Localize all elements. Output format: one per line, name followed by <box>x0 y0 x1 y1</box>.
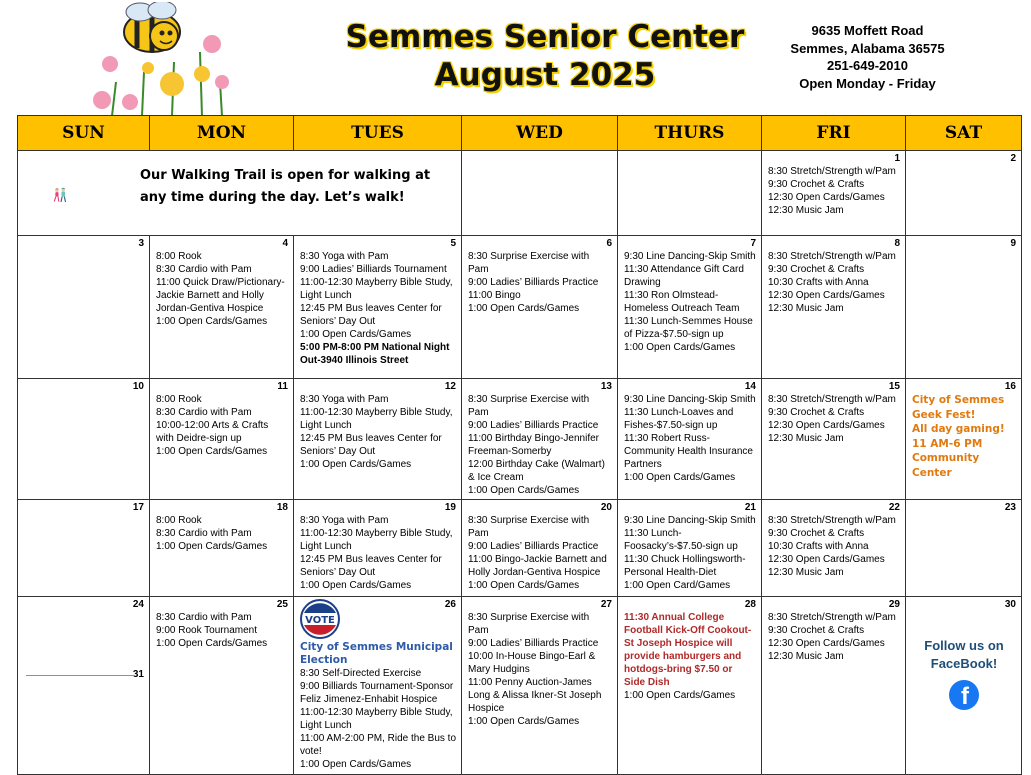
event: 9:30 Crochet & Crafts <box>768 264 865 275</box>
day-cell <box>618 597 762 775</box>
weekday-wed: WED <box>462 116 618 151</box>
day-cell <box>906 151 1022 236</box>
day-cell <box>18 236 150 379</box>
cookout-event: 11:30 Annual College Football Kick-Off Cookout-St Joseph Hospice will provide hamburgers and hotdogs-bring $7.50 or Side Dish <box>624 612 752 688</box>
event: 12:30 Music Jam <box>768 651 844 662</box>
day-cell <box>618 500 762 597</box>
day-cell <box>462 379 618 500</box>
day-number: 4 <box>282 238 288 249</box>
event: 12:30 Music Jam <box>768 303 844 314</box>
weekday-header-row <box>18 116 1022 151</box>
event: 12:30 Open Cards/Games <box>768 192 885 203</box>
yellow-flowers <box>142 62 210 96</box>
day-number: 30 <box>1004 599 1016 610</box>
day-number: 1 <box>894 153 900 164</box>
event: 8:30 Stretch/Strength w/Pam <box>768 251 896 262</box>
weekday-sun: SUN <box>18 116 150 151</box>
event: 11:30 Chuck Hollingsworth-Personal Health-Diet <box>624 554 746 578</box>
vote-badge-text: VOTE <box>305 615 335 626</box>
event: 8:30 Stretch/Strength w/Pam <box>768 394 896 405</box>
event: 8:30 Surprise Exercise with Pam <box>468 251 590 275</box>
hours-line: Open Monday - Friday <box>799 75 936 91</box>
banner-line: any time during the day. Let’s walk! <box>140 190 405 205</box>
day-number: 27 <box>600 599 612 610</box>
event: 9:30 Crochet & Crafts <box>768 625 865 636</box>
day-cell <box>462 500 618 597</box>
weekday-thu: THURS <box>618 116 762 151</box>
geek-fest-line: 11 AM-6 PM Community Center <box>912 437 983 479</box>
divider <box>26 675 135 676</box>
day-cell <box>906 236 1022 379</box>
event: 9:00 Ladies’ Billiards Practice <box>468 638 599 649</box>
walking-trail-banner <box>140 165 440 209</box>
day-cell <box>762 500 906 597</box>
event: 12:30 Open Cards/Games <box>768 638 885 649</box>
event: 1:00 Open Cards/Games <box>156 541 268 552</box>
day-number: 10 <box>132 381 144 392</box>
day-cell <box>618 236 762 379</box>
event: 1:00 Open Cards/Games <box>300 759 412 770</box>
facebook-icon[interactable] <box>948 679 980 711</box>
day-cell <box>294 597 462 775</box>
event: 1:00 Open Cards/Games <box>468 485 580 496</box>
day-cell-empty <box>462 151 618 236</box>
event: 11:00 Bingo-Jackie Barnett and Holly Jordan-Gentiva Hospice <box>468 554 607 578</box>
event: 1:00 Open Cards/Games <box>156 316 268 327</box>
day-cell <box>462 236 618 379</box>
day-cell <box>906 597 1022 775</box>
event: 9:00 Rook Tournament <box>156 625 257 636</box>
event: 11:30 Lunch-Loaves and Fishes-$7.50-sign up <box>624 407 734 431</box>
geek-fest-line: City of Semmes Geek Fest! <box>912 394 1005 421</box>
day-cell-empty <box>618 151 762 236</box>
event: 10:00 In-House Bingo-Earl & Mary Hudgins <box>468 651 596 675</box>
event: 10:30 Crafts with Anna <box>768 277 869 288</box>
day-cell <box>150 236 294 379</box>
day-cell <box>150 597 294 775</box>
banner-line: Our Walking Trail is open for walking at <box>140 168 431 183</box>
day-number: 21 <box>744 502 756 513</box>
week-row <box>18 597 1022 775</box>
day-cell <box>762 597 906 775</box>
day-number: 8 <box>894 238 900 249</box>
event: 10:30 Crafts with Anna <box>768 541 869 552</box>
day-number: 6 <box>606 238 612 249</box>
day-cell <box>462 597 618 775</box>
phone-line: 251-649-2010 <box>827 58 908 73</box>
day-number: 24 <box>132 599 144 610</box>
event: 8:30 Surprise Exercise with Pam <box>468 612 590 636</box>
event: 8:30 Cardio with Pam <box>156 612 252 623</box>
day-number: 11 <box>277 381 288 392</box>
event: 1:00 Open Cards/Games <box>624 690 736 701</box>
event: 8:30 Yoga with Pam <box>300 394 389 405</box>
event: 1:00 Open Cards/Games <box>156 446 268 457</box>
day-number: 12 <box>444 381 456 392</box>
event: 9:00 Ladies’ Billiards Practice <box>468 541 599 552</box>
day-cell <box>18 500 150 597</box>
day-cell <box>294 236 462 379</box>
event-highlight: 5:00 PM-8:00 PM National Night Out-3940 Illinois Street <box>300 342 450 366</box>
page-title <box>335 18 755 94</box>
event: 8:30 Stretch/Strength w/Pam <box>768 515 896 526</box>
event: 1:00 Open Cards/Games <box>156 638 268 649</box>
weekday-fri: FRI <box>762 116 906 151</box>
day-cell <box>150 379 294 500</box>
event: 1:00 Open Cards/Games <box>300 580 412 591</box>
event: 1:00 Open Card/Games <box>624 580 731 591</box>
event: 11:30 Lunch-Foosacky’s-$7.50-sign up <box>624 528 738 552</box>
event: 8:30 Self-Directed Exercise <box>300 668 422 679</box>
day-number: 22 <box>888 502 900 513</box>
election-highlight: City of Semmes Municipal Election <box>300 641 453 666</box>
event: 1:00 Open Cards/Games <box>624 342 736 353</box>
day-number: 23 <box>1004 502 1016 513</box>
weekday-tue: TUES <box>294 116 462 151</box>
day-number: 17 <box>132 502 144 513</box>
day-cell <box>762 236 906 379</box>
title-line1: Semmes Senior Center <box>345 19 745 55</box>
day-number: 3 <box>138 238 144 249</box>
day-number: 2 <box>1010 153 1016 164</box>
event: 8:30 Cardio with Pam <box>156 407 252 418</box>
walking-man-icon <box>61 188 66 202</box>
event: 11:00-12:30 Mayberry Bible Study, Light Lunch <box>300 407 453 431</box>
day-cell <box>618 379 762 500</box>
event: 11:00-12:30 Mayberry Bible Study, Light Lunch <box>300 707 453 731</box>
event: 1:00 Open Cards/Games <box>468 303 580 314</box>
event: 8:30 Stretch/Strength w/Pam <box>768 612 896 623</box>
weekday-mon: MON <box>150 116 294 151</box>
event: 1:00 Open Cards/Games <box>468 580 580 591</box>
event: 11:30 Lunch-Semmes House of Pizza-$7.50-sign up <box>624 316 753 340</box>
bee-icon <box>124 2 180 52</box>
day-number: 16 <box>1004 381 1016 392</box>
event: 12:45 PM Bus leaves Center for Seniors’ Day Out <box>300 433 442 457</box>
event: 8:30 Stretch/Strength w/Pam <box>768 166 896 177</box>
event: 9:00 Ladies’ Billiards Practice <box>468 277 599 288</box>
walking-couple-illustration <box>52 160 142 230</box>
day-number: 26 <box>444 599 456 610</box>
event: 8:30 Surprise Exercise with Pam <box>468 515 590 539</box>
calendar-table <box>17 115 1022 775</box>
walking-woman-icon <box>54 188 59 201</box>
event: 12:45 PM Bus leaves Center for Seniors’ Day Out <box>300 303 442 327</box>
day-number: 7 <box>750 238 756 249</box>
facebook-line: Follow us on <box>924 638 1004 653</box>
day-number: 29 <box>888 599 900 610</box>
event: 11:00 Birthday Bingo-Jennifer Freeman-Somerby <box>468 433 600 457</box>
event: 12:30 Music Jam <box>768 205 844 216</box>
day-number: 19 <box>444 502 456 513</box>
day-cell <box>18 379 150 500</box>
event: 9:30 Crochet & Crafts <box>768 407 865 418</box>
event: 8:30 Yoga with Pam <box>300 251 389 262</box>
event: 11:30 Robert Russ-Community Health Insurance Partners <box>624 433 753 470</box>
event: 8:00 Rook <box>156 251 202 262</box>
day-cell <box>294 500 462 597</box>
event: 8:30 Cardio with Pam <box>156 528 252 539</box>
event: 1:00 Open Cards/Games <box>300 459 412 470</box>
day-number: 5 <box>450 238 456 249</box>
event: 8:30 Surprise Exercise with Pam <box>468 394 590 418</box>
week-row <box>18 379 1022 500</box>
event: 9:00 Billiards Tournament-Sponsor Feliz Jimenez-Enhabit Hospice <box>300 681 454 705</box>
day-number: 14 <box>744 381 756 392</box>
day-cell <box>762 379 906 500</box>
event: 8:30 Cardio with Pam <box>156 264 252 275</box>
event: 9:30 Crochet & Crafts <box>768 179 865 190</box>
weekday-sat: SAT <box>906 116 1022 151</box>
week-row <box>18 500 1022 597</box>
event: 12:00 Birthday Cake (Walmart) & Ice Cream <box>468 459 605 483</box>
event: 11:30 Ron Olmstead-Homeless Outreach Team <box>624 290 740 314</box>
day-number: 18 <box>276 502 288 513</box>
event: 12:45 PM Bus leaves Center for Seniors’ Day Out <box>300 554 442 578</box>
event: 11:00-12:30 Mayberry Bible Study, Light Lunch <box>300 277 453 301</box>
day-cell <box>150 500 294 597</box>
facebook-line: FaceBook! <box>930 656 998 671</box>
address-block <box>770 22 965 92</box>
day-number: 9 <box>1010 238 1016 249</box>
event: 8:30 Yoga with Pam <box>300 515 389 526</box>
event: 9:00 Ladies’ Billiards Practice <box>468 420 599 431</box>
event: 12:30 Music Jam <box>768 433 844 444</box>
bee-flowers-illustration <box>82 2 242 116</box>
event: 12:30 Open Cards/Games <box>768 554 885 565</box>
event: 8:00 Rook <box>156 515 202 526</box>
day-number: 20 <box>600 502 612 513</box>
facebook-icon-glyph: f <box>961 683 969 710</box>
event: 11:00 Penny Auction-James Long & Alissa Ikner-St Joseph Hospice <box>468 677 602 714</box>
day-number: 25 <box>276 599 288 610</box>
day-number: 31 <box>132 669 144 680</box>
day-number: 28 <box>744 599 756 610</box>
title-line2: August 2025 <box>434 57 656 93</box>
day-number: 15 <box>888 381 900 392</box>
vote-badge-icon <box>300 599 340 639</box>
week-row <box>18 236 1022 379</box>
event: 12:30 Music Jam <box>768 567 844 578</box>
event: 11:00 AM-2:00 PM, Ride the Bus to vote! <box>300 733 457 757</box>
address-line: 9635 Moffett Road <box>811 23 924 38</box>
event: 9:00 Ladies’ Billiards Tournament <box>300 264 447 275</box>
event: 11:00 Bingo <box>468 290 521 301</box>
event: 11:30 Attendance Gift Card Drawing <box>624 264 744 288</box>
event: 10:00-12:00 Arts & Crafts with Deidre-sign up <box>156 420 269 444</box>
event: 11:00-12:30 Mayberry Bible Study, Light Lunch <box>300 528 453 552</box>
event: 1:00 Open Cards/Games <box>300 329 412 340</box>
day-cell <box>762 151 906 236</box>
facebook-promo <box>912 637 1016 716</box>
event: 9:30 Line Dancing-Skip Smith <box>624 515 756 526</box>
event: 8:00 Rook <box>156 394 202 405</box>
event: 1:00 Open Cards/Games <box>624 472 736 483</box>
event: 9:30 Line Dancing-Skip Smith <box>624 394 756 405</box>
event: 11:00 Quick Draw/Pictionary-Jackie Barnett and Holly Jordan-Gentiva Hospice <box>156 277 285 314</box>
day-cell <box>906 379 1022 500</box>
day-cell <box>906 500 1022 597</box>
address-line: Semmes, Alabama 36575 <box>790 40 945 56</box>
day-cell <box>18 597 150 775</box>
geek-fest-line: All day gaming! <box>912 423 1005 435</box>
event: 9:30 Crochet & Crafts <box>768 528 865 539</box>
event: 1:00 Open Cards/Games <box>468 716 580 727</box>
event: 12:30 Open Cards/Games <box>768 420 885 431</box>
day-cell <box>294 379 462 500</box>
event: 9:30 Line Dancing-Skip Smith <box>624 251 756 262</box>
event: 12:30 Open Cards/Games <box>768 290 885 301</box>
day-number: 13 <box>600 381 612 392</box>
